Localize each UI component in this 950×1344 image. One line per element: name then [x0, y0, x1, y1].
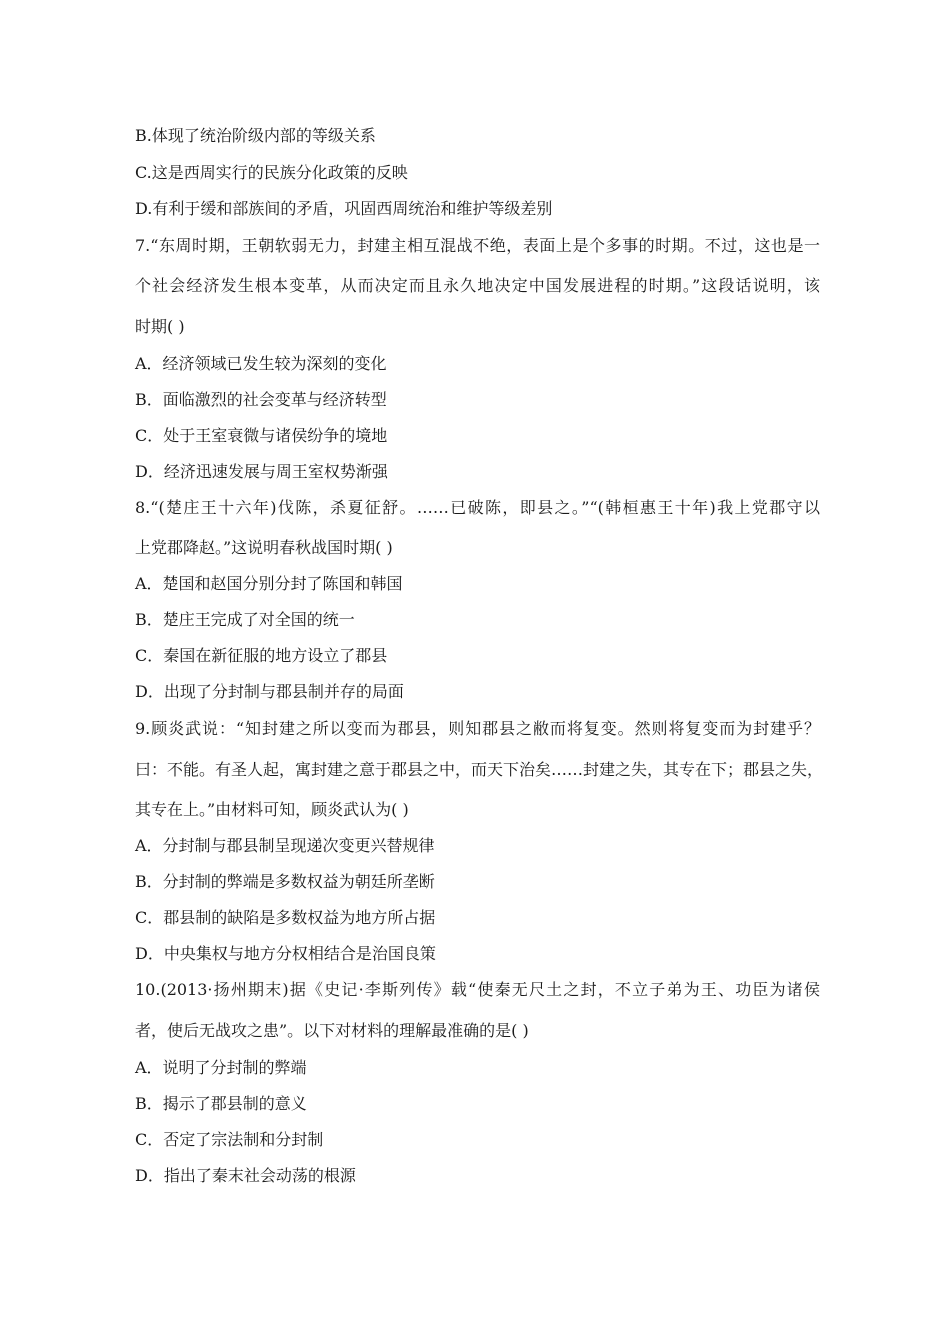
q9-stem-line-1: 9.顾炎武说：“知封建之所以变而为郡县，则知郡县之敝而将复变。然则将复变而为封建乎？ [135, 719, 820, 738]
q8-stem-line-1: 8.“(楚庄王十六年)伐陈，杀夏征舒。……已破陈，即县之。”“(韩桓惠王十年)我上党郡守以 [135, 498, 820, 517]
q9-option-d: D．中央集权与地方分权相结合是治国良策 [135, 944, 436, 963]
q10-stem-line-1: 10.(2013·扬州期末)据《史记·李斯列传》载“使秦无尺土之封，不立子弟为王、功臣为诸侯 [135, 980, 820, 999]
q7-option-c: C．处于王室衰微与诸侯纷争的境地 [135, 426, 388, 445]
q9-stem-line-2: 曰：不能。有圣人起，寓封建之意于郡县之中，而天下治矣……封建之失，其专在下；郡县之失， [135, 760, 824, 779]
q7-option-a: A．经济领域已发生较为深刻的变化 [135, 354, 387, 373]
q7-stem-line-3: 时期( ) [135, 317, 185, 336]
q6-option-d: D.有利于缓和部族间的矛盾，巩固西周统治和维护等级差别 [135, 199, 553, 218]
q6-option-b: B.体现了统治阶级内部的等级关系 [135, 126, 376, 145]
q7-stem-line-1: 7.“东周时期，王朝软弱无力，封建主相互混战不绝，表面上是个多事的时期。不过，这也是一 [135, 236, 820, 255]
q10-option-b: B．揭示了郡县制的意义 [135, 1094, 307, 1113]
q10-option-d: D．指出了秦末社会动荡的根源 [135, 1166, 356, 1185]
q9-stem-line-3: 其专在上。”由材料可知，顾炎武认为( ) [135, 800, 409, 819]
q8-option-a: A．楚国和赵国分别分封了陈国和韩国 [135, 574, 403, 593]
q7-stem-line-2: 个社会经济发生根本变革，从而决定而且永久地决定中国发展进程的时期。”这段话说明，该 [135, 276, 820, 295]
q8-option-b: B．楚庄王完成了对全国的统一 [135, 610, 355, 629]
q10-option-a: A．说明了分封制的弊端 [135, 1058, 307, 1077]
q7-option-d: D．经济迅速发展与周王室权势渐强 [135, 462, 388, 481]
q10-stem-line-2: 者，使后无战攻之患”。以下对材料的理解最准确的是( ) [135, 1021, 529, 1040]
q7-option-b: B．面临激烈的社会变革与经济转型 [135, 390, 387, 409]
q9-option-b: B．分封制的弊端是多数权益为朝廷所垄断 [135, 872, 435, 891]
q8-option-c: C．秦国在新征服的地方设立了郡县 [135, 646, 388, 665]
q9-option-a: A．分封制与郡县制呈现递次变更兴替规律 [135, 836, 435, 855]
q10-option-c: C．否定了宗法制和分封制 [135, 1130, 324, 1149]
q6-option-c: C.这是西周实行的民族分化政策的反映 [135, 163, 408, 182]
q9-option-c: C．郡县制的缺陷是多数权益为地方所占据 [135, 908, 436, 927]
q8-option-d: D．出现了分封制与郡县制并存的局面 [135, 682, 404, 701]
q8-stem-line-2: 上党郡降赵。”这说明春秋战国时期( ) [135, 538, 393, 557]
